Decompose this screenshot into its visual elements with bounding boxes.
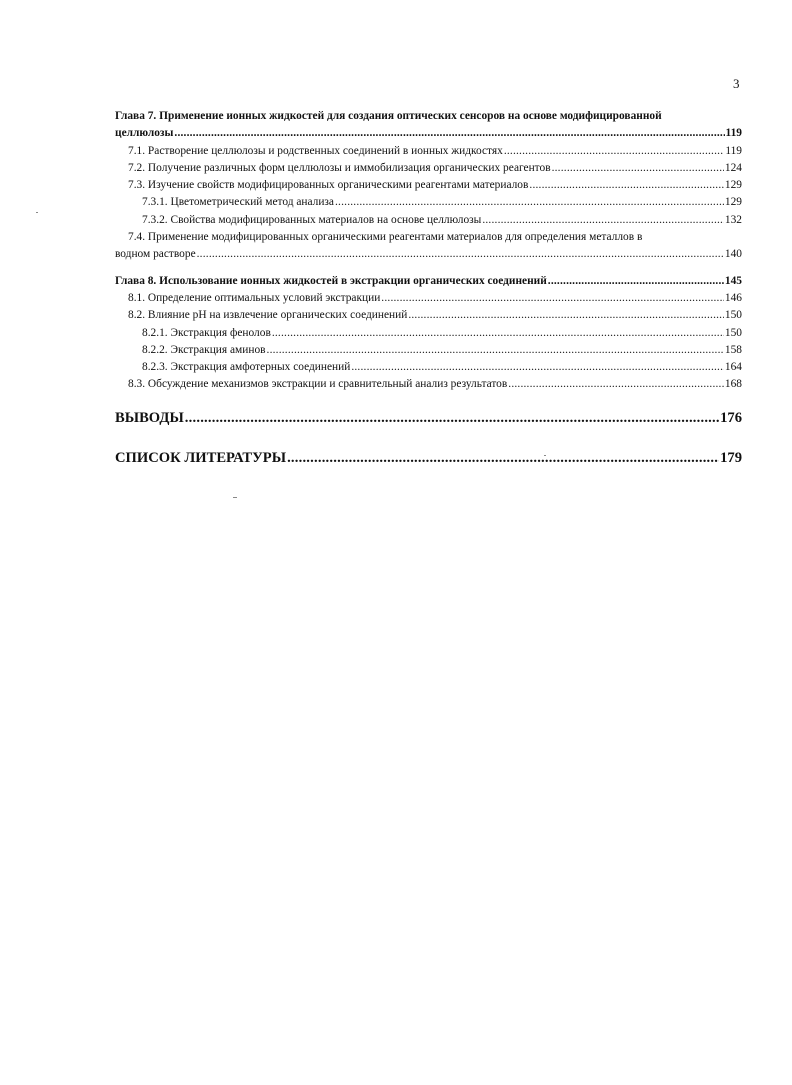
toc-entry-label: 7.3.1. Цветометрический метод анализа — [142, 196, 334, 209]
toc-entry-8-2[interactable] — [115, 307, 742, 324]
toc-entry-page: 124 — [724, 161, 742, 174]
toc-entry-7-3[interactable] — [115, 177, 742, 194]
toc-entry-label: 8.2.1. Экстракция фенолов — [142, 326, 271, 339]
chapter7-title-line1[interactable]: Глава 7. Применение ионных жидкостей для создания оптических сенсоров на основе модифицированной — [115, 110, 662, 122]
toc-entry-label: 7.1. Растворение целлюлозы и родственных соединений в ионных жидкостях — [128, 144, 503, 157]
toc-entry-label: 8.3. Обсуждение механизмов экстракции и сравнительный анализ результатов — [128, 378, 508, 391]
leader-dots — [408, 307, 724, 324]
leader-dots — [351, 359, 724, 376]
toc-entry-page: 129 — [724, 179, 742, 192]
chapter8-page: 145 — [724, 274, 742, 287]
leader-dots — [335, 194, 724, 211]
toc-entry-page: 164 — [724, 361, 742, 374]
leader-dots — [508, 376, 724, 393]
leader-dots — [548, 273, 724, 290]
leader-dots — [482, 212, 724, 229]
toc-entry-label: ВЫВОДЫ — [115, 409, 184, 426]
chapter8-title-row[interactable] — [115, 273, 742, 290]
toc-entry-7-2[interactable] — [115, 160, 742, 177]
leader-dots — [272, 325, 724, 342]
chapter7-title-line2-row[interactable] — [115, 125, 742, 142]
toc-entry-8-3[interactable] — [115, 376, 742, 393]
toc-entry-page: 179 — [720, 449, 742, 466]
chapter7-page: 119 — [725, 127, 742, 140]
leader-dots — [197, 246, 724, 263]
toc-entry-page: 168 — [724, 378, 742, 391]
toc-entry-8-2-3[interactable] — [115, 359, 742, 376]
toc-entry-page: 132 — [724, 213, 742, 226]
toc-entry-page: 176 — [720, 409, 742, 426]
leader-dots — [504, 143, 725, 160]
toc-entry-label: 7.3.2. Свойства модифицированных материалов на основе целлюлозы — [142, 213, 482, 226]
toc-entry-label: 8.2.2. Экстракция аминов — [142, 343, 266, 356]
leader-dots — [267, 342, 724, 359]
toc-entry-label: 8.1. Определение оптимальных условий экстракции — [128, 291, 381, 304]
toc-entry-label: СПИСОК ЛИТЕРАТУРЫ — [115, 449, 287, 466]
toc-entry-page: 146 — [724, 291, 742, 304]
toc-entry-label: 7.3. Изучение свойств модифицированных органическими реагентами материалов — [128, 179, 529, 192]
scan-speck — [36, 212, 38, 213]
toc-entry-label: 7.2. Получение различных форм целлюлозы и иммобилизация органических реагентов — [128, 161, 551, 174]
toc-entry-references[interactable] — [115, 448, 742, 468]
toc-entry-7-4-line2[interactable] — [115, 246, 742, 263]
page-number: 3 — [733, 76, 740, 91]
toc-entry-label: 8.2.3. Экстракция амфотерных соединений — [142, 361, 351, 374]
toc-entry-label: 8.2. Влияние pH на извлечение органических соединений — [128, 309, 408, 322]
toc-entry-7-4-line1[interactable]: 7.4. Применение модифицированных органическими реагентами материалов для определения металлов в — [128, 231, 643, 244]
chapter8-title: Глава 8. Использование ионных жидкостей в экстракции органических соединений — [115, 274, 547, 287]
table-of-contents — [115, 108, 742, 468]
toc-entry-7-3-1[interactable] — [115, 194, 742, 211]
toc-entry-page: 150 — [724, 326, 742, 339]
leader-dots — [529, 177, 724, 194]
toc-entry-8-2-2[interactable] — [115, 342, 742, 359]
toc-entry-7-3-2[interactable] — [115, 212, 742, 229]
toc-entry-page: 158 — [724, 343, 742, 356]
toc-entry-page: 140 — [724, 248, 742, 261]
toc-entry-page: 129 — [724, 196, 742, 209]
toc-entry-conclusions[interactable] — [115, 408, 742, 428]
scan-speck — [233, 497, 237, 498]
toc-entry-label: водном растворе — [115, 248, 196, 261]
leader-dots — [174, 125, 724, 142]
scan-speck — [544, 455, 546, 456]
toc-entry-page: 150 — [724, 309, 742, 322]
leader-dots — [381, 290, 724, 307]
toc-entry-page: 119 — [725, 144, 742, 157]
toc-entry-8-2-1[interactable] — [115, 325, 742, 342]
leader-dots — [287, 448, 719, 468]
leader-dots — [552, 160, 724, 177]
leader-dots — [185, 408, 719, 428]
toc-entry-8-1[interactable] — [115, 290, 742, 307]
chapter7-title-line2: целлюлозы — [115, 127, 174, 140]
toc-entry-7-1[interactable] — [115, 143, 742, 160]
